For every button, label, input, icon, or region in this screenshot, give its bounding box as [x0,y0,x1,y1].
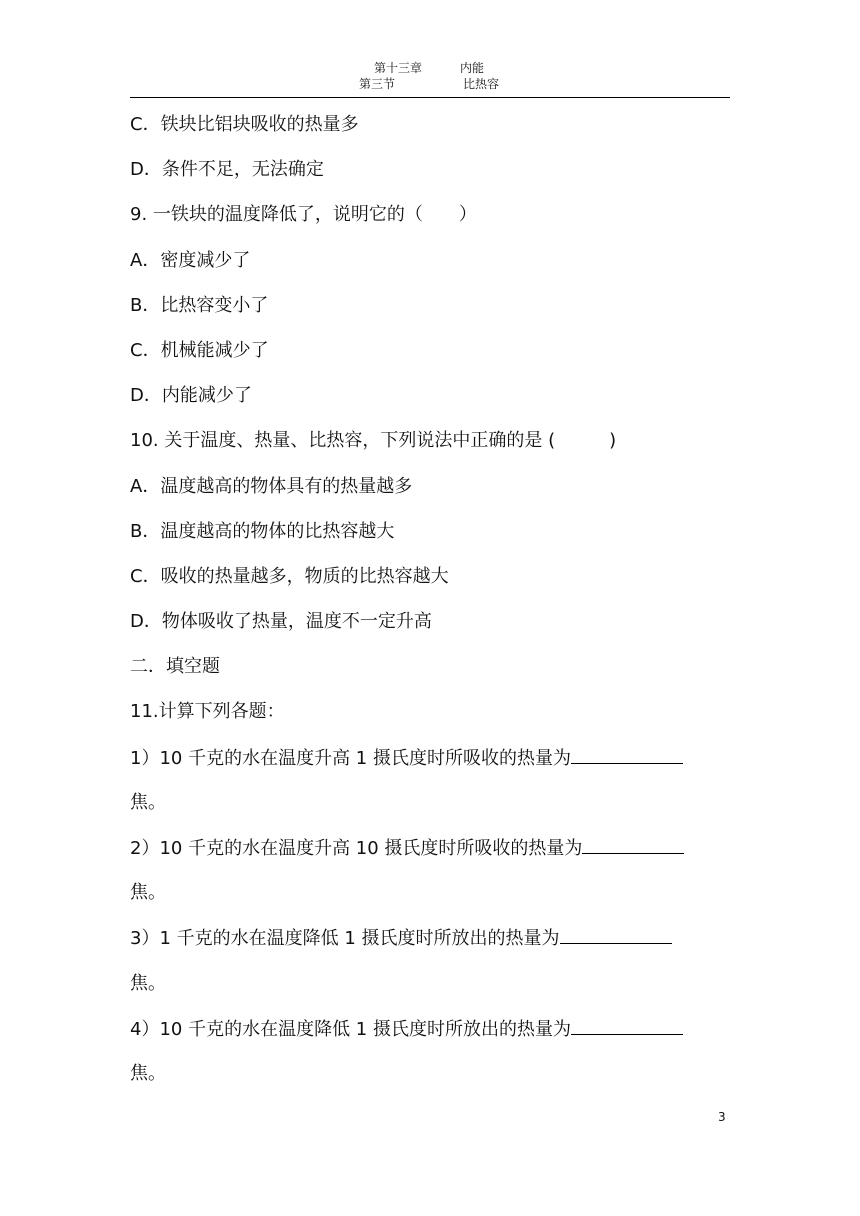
option-d-q8: D．条件不足，无法确定 [130,159,324,181]
question-9: 9. 一铁块的温度降低了，说明它的（ ） [130,204,477,226]
subquestion-2 [130,833,730,878]
question-11: 11.计算下列各题： [130,701,285,723]
answer-blank-2[interactable] [582,833,684,854]
subquestion-1 [130,743,730,788]
subquestion-1-text: 1）10 千克的水在温度升高 1 摄氏度时所吸收的热量为 [130,747,571,769]
header-section: 第三节 [359,77,396,91]
unit-2: 焦。 [130,882,166,904]
header-chapter: 第十三章 [374,61,423,75]
page-number: 3 [718,1110,726,1124]
option-d-q9: D．内能减少了 [130,385,252,407]
header-chapter-title: 内能 [460,61,485,75]
option-a-q10: A．温度越高的物体具有的热量越多 [130,475,413,497]
subquestion-2-text: 2）10 千克的水在温度升高 10 摄氏度时所吸收的热量为 [130,838,583,859]
option-b-q10: B．温度越高的物体的比热容越大 [130,520,395,542]
header-rule [130,97,730,98]
unit-3: 焦。 [130,972,166,994]
page-header [130,60,730,92]
subquestion-4-text: 4）10 千克的水在温度降低 1 摄氏度时所放出的热量为 [130,1018,571,1040]
unit-1: 焦。 [130,791,166,813]
option-c-q9: C．机械能减少了 [130,339,269,361]
option-d-q10: D．物体吸收了热量，温度不一定升高 [130,611,432,633]
unit-4: 焦。 [130,1062,166,1084]
answer-blank-4[interactable] [571,1014,683,1035]
question-10: 10. 关于温度、热量、比热容，下列说法中正确的是 ( ) [130,430,617,452]
option-a-q9: A．密度减少了 [130,249,251,271]
subquestion-3 [130,923,730,968]
section-fill-in: 二．填空题 [130,656,220,678]
option-c-q8: C．铁块比铝块吸收的热量多 [130,114,359,135]
subquestion-3-text: 3）1 千克的水在温度降低 1 摄氏度时所放出的热量为 [130,928,560,950]
option-b-q9: B．比热容变小了 [130,294,269,316]
header-section-title: 比热容 [463,77,500,91]
option-c-q10: C．吸收的热量越多，物质的比热容越大 [130,565,449,587]
subquestion-4 [130,1014,730,1059]
answer-blank-3[interactable] [560,923,672,944]
document-body [130,110,730,1104]
answer-blank-1[interactable] [571,743,683,764]
